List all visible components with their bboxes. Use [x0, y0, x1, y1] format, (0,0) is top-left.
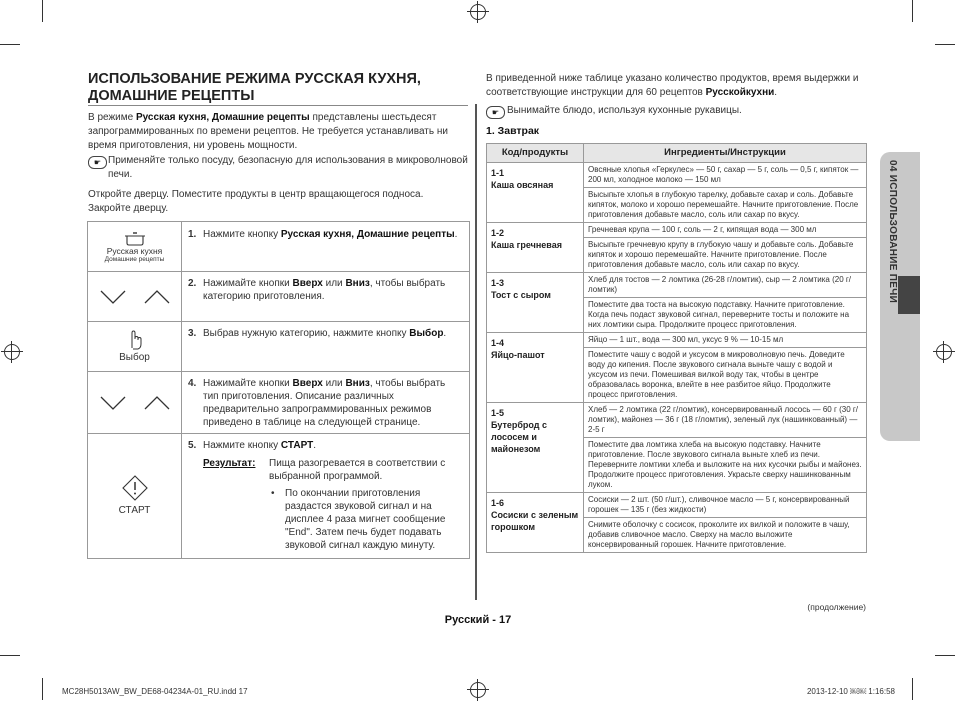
- instructions-cell: Высыпьте хлопья в глубокую тарелку, добавьте сахар и соль. Добавьте кипяток, молоко и хорошо перемешайте. Начните приготовление. После приготовления добавьте масло, соль или сахар по вкусу.: [584, 188, 867, 223]
- hand-pointer-icon: [127, 330, 143, 350]
- note-hand-icon-2: ☛: [486, 106, 505, 119]
- chevron-down-icon: [97, 280, 129, 312]
- steps-table: [87, 221, 470, 559]
- rk-label-1: Русская кухня: [106, 246, 163, 256]
- col-header-code: Код/продукты: [487, 144, 584, 163]
- russian-cuisine-button-icon: [88, 222, 182, 271]
- instructions-cell: Поместите два ломтика хлеба на высокую подставку. Начните приготовление. После звукового сигнала выньте хлеб из печи. Переверните ломтики хлеба и выложите на них кусочки рыбы и майонез. Продолжите процесс приготовления. Украсьте сверху нашинкованным луком.: [584, 438, 867, 493]
- instructions-cell: Снимите оболочку с сосисок, проколите их вилкой и положите в чашу, добавив сливочное масло. Сверху на масло выложите консервированный горошек. Начните приготовление.: [584, 518, 867, 553]
- section-title: 1. Завтрак: [486, 125, 540, 137]
- start-button-icon: [88, 433, 182, 558]
- rk-label-2: Домашние рецепты: [104, 256, 165, 263]
- registration-mark-right: [936, 344, 952, 360]
- chevron-up-icon: [141, 280, 173, 312]
- ingredients-cell: Сосиски — 2 шт. (50 г/шт.), сливочное масло — 5 г, консервированный горошек — 135 г (без жидкости): [584, 493, 867, 518]
- instructions-cell: Поместите два тоста на высокую подставку. Начните приготовление. Когда печь подаст звуковой сигнал, переверните тосты и положите на них ломтики сыра. Продолжите процесс приготовления.: [584, 298, 867, 333]
- result-bullet: По окончании приготовления раздастся звуковой сигнал и на дисплее 4 раза мигнет сообщение "End". Затем печь будет подавать звуковой сигнал каждую минуту.: [285, 488, 446, 551]
- chapter-side-tab: [880, 152, 920, 441]
- table-row: 1-3 Тост с сыром Хлеб для тостов — 2 ломтика (26-28 г/ломтик), сыр — 2 ломтика (20 г/ломтик): [487, 273, 867, 298]
- continued-label: (продолжение): [807, 602, 866, 612]
- note-text: Применяйте только посуду, безопасную для использования в микроволновой печи.: [108, 155, 468, 180]
- table-row: 1-2 Каша гречневая Гречневая крупа — 100 г, соль — 2 г, кипящая вода — 300 мл: [487, 223, 867, 238]
- footer-file: MC28H5013AW_BW_DE68-04234A-01_RU.indd 17: [62, 687, 248, 696]
- footer-date: 2013-12-10 ￼￼ 1:16:58: [806, 687, 895, 696]
- table-row: 1-6 Сосиски с зеленым горошком Сосиски — 2 шт. (50 г/шт.), сливочное масло — 5 г, консервированный горошек — 135 г (без жидкости): [487, 493, 867, 518]
- chevron-up-icon: [141, 386, 173, 418]
- chapter-label: 04 ИСПОЛЬЗОВАНИЕ ПЕЧИ: [887, 160, 898, 304]
- instructions-cell: Высыпьте гречневую крупу в глубокую чашу и добавьте соль. Добавьте кипяток и хорошо перемешайте. Начните приготовление. После приготовления добавьте масло, соль или сахар по вкусу.: [584, 238, 867, 273]
- up-down-buttons-2: [88, 371, 182, 433]
- table-row: 1-5 Бутерброд с лососем и майонезом Хлеб — 2 ломтика (22 г/ломтик), консервированный лосось — 60 г (30 г/ломтик), майонез — 36 г (18 г/ломтик), зеленый лук (нашинкованный) — 2-5 г: [487, 403, 867, 438]
- open-door-text: Откройте дверцу. Поместите продукты в центр вращающегося подноса. Закройте дверцу.: [88, 189, 424, 214]
- ingredients-cell: Хлеб для тостов — 2 ломтика (26-28 г/ломтик), сыр — 2 ломтика (20 г/ломтик): [584, 273, 867, 298]
- recipe-table: [486, 143, 867, 553]
- chapter-marker: [898, 276, 920, 314]
- registration-mark-left: [4, 344, 20, 360]
- ingredients-cell: Гречневая крупа — 100 г, соль — 2 г, кипящая вода — 300 мл: [584, 223, 867, 238]
- start-diamond-icon: [122, 475, 148, 501]
- page-number: Русский - 17: [444, 614, 512, 626]
- result-label: Результат:: [203, 458, 256, 469]
- registration-mark-bottom: [470, 682, 486, 698]
- right-note: Вынимайте блюдо, используя кухонные рукавицы.: [507, 105, 742, 116]
- bullet-dot: •: [271, 488, 275, 499]
- select-label: Выбор: [119, 351, 150, 363]
- column-separator: [475, 104, 477, 600]
- select-button-icon: [88, 321, 182, 371]
- pot-icon: [124, 230, 146, 246]
- ingredients-cell: Хлеб — 2 ломтика (22 г/ломтик), консервированный лосось — 60 г (30 г/ломтик), майонез — 36 г (18 г/ломтик), зеленый лук (нашинкованный) — 2-5 г: [584, 403, 867, 438]
- start-label: СТАРТ: [118, 505, 151, 516]
- col-header-ingredients: Ингредиенты/Инструкции: [584, 144, 867, 163]
- ingredients-cell: Овсяные хлопья «Геркулес» — 50 г, сахар — 5 г, соль — 0,5 г, кипяток — 200 мл, холодное молоко — 150 мл: [584, 163, 867, 188]
- table-row: 1-1 Каша овсяная Овсяные хлопья «Геркулес» — 50 г, сахар — 5 г, соль — 0,5 г, кипяток — 200 мл, холодное молоко — 150 мл: [487, 163, 867, 188]
- step-row-4: 4. Нажимайте кнопки Вверх или Вниз, чтобы выбрать тип приготовления. Описание различных предварительно запрограммированных режимов приведено в таблице на следующей странице.: [88, 371, 469, 434]
- result-text: Пища разогревается в соответствии с выбранной программой.: [269, 458, 446, 482]
- ingredients-cell: Яйцо — 1 шт., вода — 300 мл, уксус 9 % — 10-15 мл: [584, 333, 867, 348]
- step-row-5: СТАРТ 5. Нажмите кнопку СТАРТ. Результат: Пища разогревается в соответствии с выбранной программой. • По окончании приготовления раздастся звуковой сигнал и на дисплее 4 раза мигнет сообщение "End". Затем печь будет подавать звуковой сигнал каждую минуту.: [88, 433, 469, 558]
- note-hand-icon: ☛: [88, 156, 107, 169]
- right-intro: В приведенной ниже таблице указано количество продуктов, время выдержки и соответствующие инструкции для 60 рецептов Русскойкухни.: [486, 73, 859, 98]
- step-row-2: 2. Нажимайте кнопки Вверх или Вниз, чтобы выбрать категорию приготовления.: [88, 271, 469, 322]
- step-row-1: Русская кухня Домашние рецепты 1. Нажмите кнопку Русская кухня, Домашние рецепты.: [88, 222, 469, 272]
- up-down-buttons: [88, 271, 182, 321]
- instructions-cell: Поместите чашу с водой и уксусом в микроволновую печь. Доведите воду до кипения. После звукового сигнала выньте чашу с водой и уксусом из печи. Помешивая вилкой воду так, чтобы в центре образовалась воронка, влейте в нее разбитое яйцо. Продолжите процесс приготовления.: [584, 348, 867, 403]
- registration-mark-top: [470, 4, 486, 20]
- chevron-down-icon: [97, 386, 129, 418]
- table-row: 1-4 Яйцо-пашот Яйцо — 1 шт., вода — 300 мл, уксус 9 % — 10-15 мл: [487, 333, 867, 348]
- intro-paragraph: В режиме Русская кухня, Домашние рецепты представлены шестьдесят запрограммированных по времени рецептов. Не требуется устанавливать ни время приготовления, ни уровень мощности.: [88, 112, 448, 151]
- page-heading: ИСПОЛЬЗОВАНИЕ РЕЖИМА РУССКАЯ КУХНЯ, ДОМАШНИЕ РЕЦЕПТЫ: [88, 71, 421, 104]
- step-row-3: Выбор 3. Выбрав нужную категорию, нажмите кнопку Выбор.: [88, 321, 469, 372]
